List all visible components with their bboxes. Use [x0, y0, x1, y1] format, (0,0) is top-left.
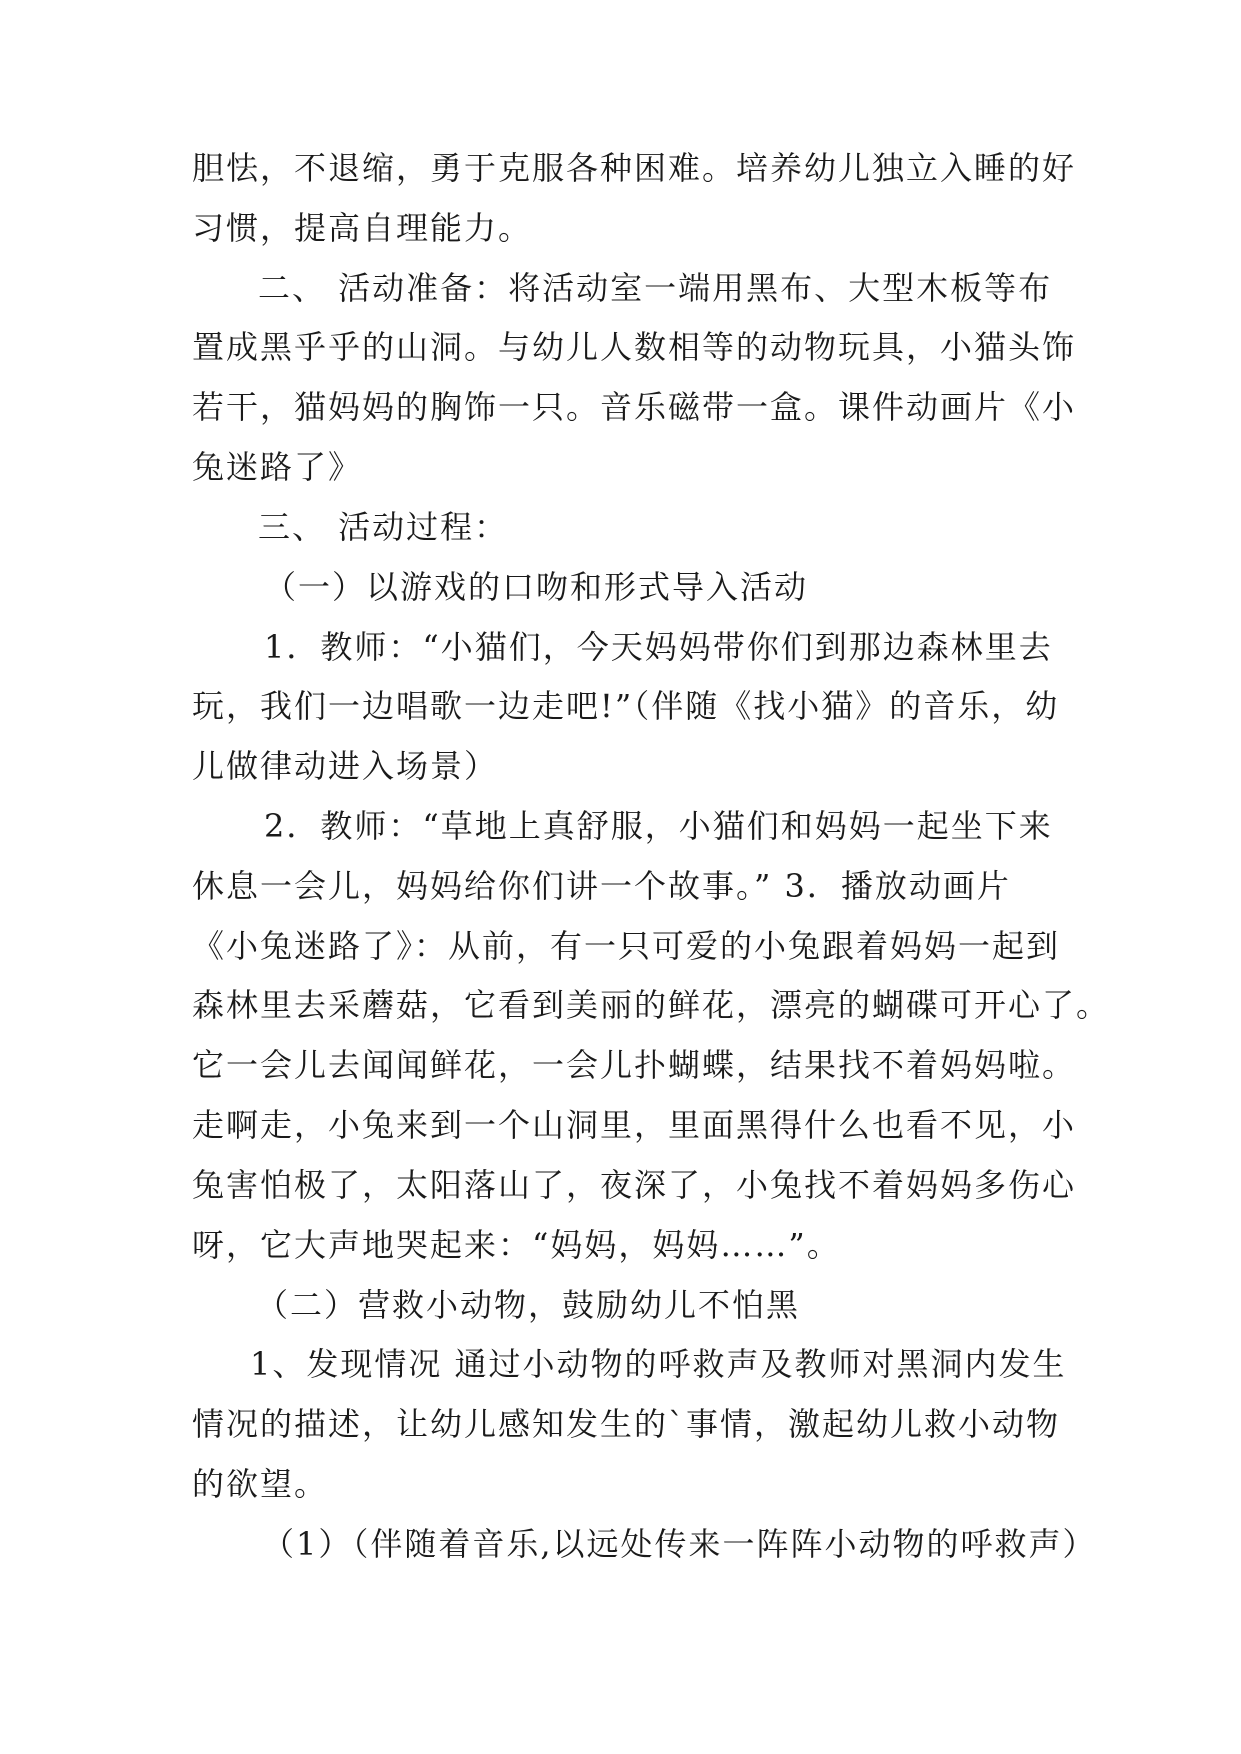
text-line: 若干，猫妈妈的胸饰一只。音乐磁带一盒。课件动画片《小 — [192, 388, 1077, 426]
text-line: 休息一会儿，妈妈给你们讲一个故事。” 3．播放动画片 — [192, 867, 1011, 905]
section-heading: 三、 活动过程： — [258, 508, 509, 546]
text-line: 玩，我们一边唱歌一边走吧!”（伴随《找小猫》的音乐，幼 — [192, 687, 1060, 725]
text-line: 的欲望。 — [192, 1465, 329, 1503]
text-line: 呀，它大声地哭起来：“妈妈，妈妈……”。 — [192, 1226, 841, 1264]
text-line: 走啊走，小兔来到一个山洞里，里面黑得什么也看不见，小 — [192, 1106, 1077, 1144]
text-line: 兔迷路了》 — [192, 448, 363, 486]
subsection-heading: （一）以游戏的口吻和形式导入活动 — [264, 568, 809, 606]
text-line: 儿做律动进入场景） — [192, 747, 499, 785]
text-line: 它一会儿去闻闻鲜花，一会儿扑蝴蝶，结果找不着妈妈啦。 — [192, 1046, 1077, 1084]
text-line: 1、发现情况 通过小动物的呼救声及教师对黑洞内发生 — [250, 1345, 1067, 1383]
text-line: 2．教师：“草地上真舒服，小猫们和妈妈一起坐下来 — [264, 807, 1053, 845]
text-line: 《小兔迷路了》：从前，有一只可爱的小兔跟着妈妈一起到 — [192, 927, 1061, 965]
text-line: 森林里去采蘑菇，它看到美丽的鲜花，漂亮的蝴碟可开心了。 — [192, 986, 1111, 1024]
subsection-heading: （二）营救小动物，鼓励幼儿不怕黑 — [256, 1286, 801, 1324]
text-line: 置成黑乎乎的山洞。与幼儿人数相等的动物玩具，小猫头饰 — [192, 328, 1077, 366]
text-line: （1）（伴随着音乐,以远处传来一阵阵小动物的呼救声） — [262, 1525, 1097, 1563]
text-line: 二、 活动准备：将活动室一端用黑布、大型木板等布 — [258, 269, 1053, 307]
text-line: 兔害怕极了，太阳落山了，夜深了，小兔找不着妈妈多伤心 — [192, 1166, 1077, 1204]
text-line: 胆怯，不退缩，勇于克服各种困难。培养幼儿独立入睡的好 — [192, 149, 1077, 187]
text-line: 1．教师：“小猫们，今天妈妈带你们到那边森林里去 — [264, 628, 1053, 666]
text-line: 情况的描述，让幼儿感知发生的`事情，激起幼儿救小动物 — [192, 1405, 1061, 1443]
text-line: 习惯，提高自理能力。 — [192, 209, 533, 247]
